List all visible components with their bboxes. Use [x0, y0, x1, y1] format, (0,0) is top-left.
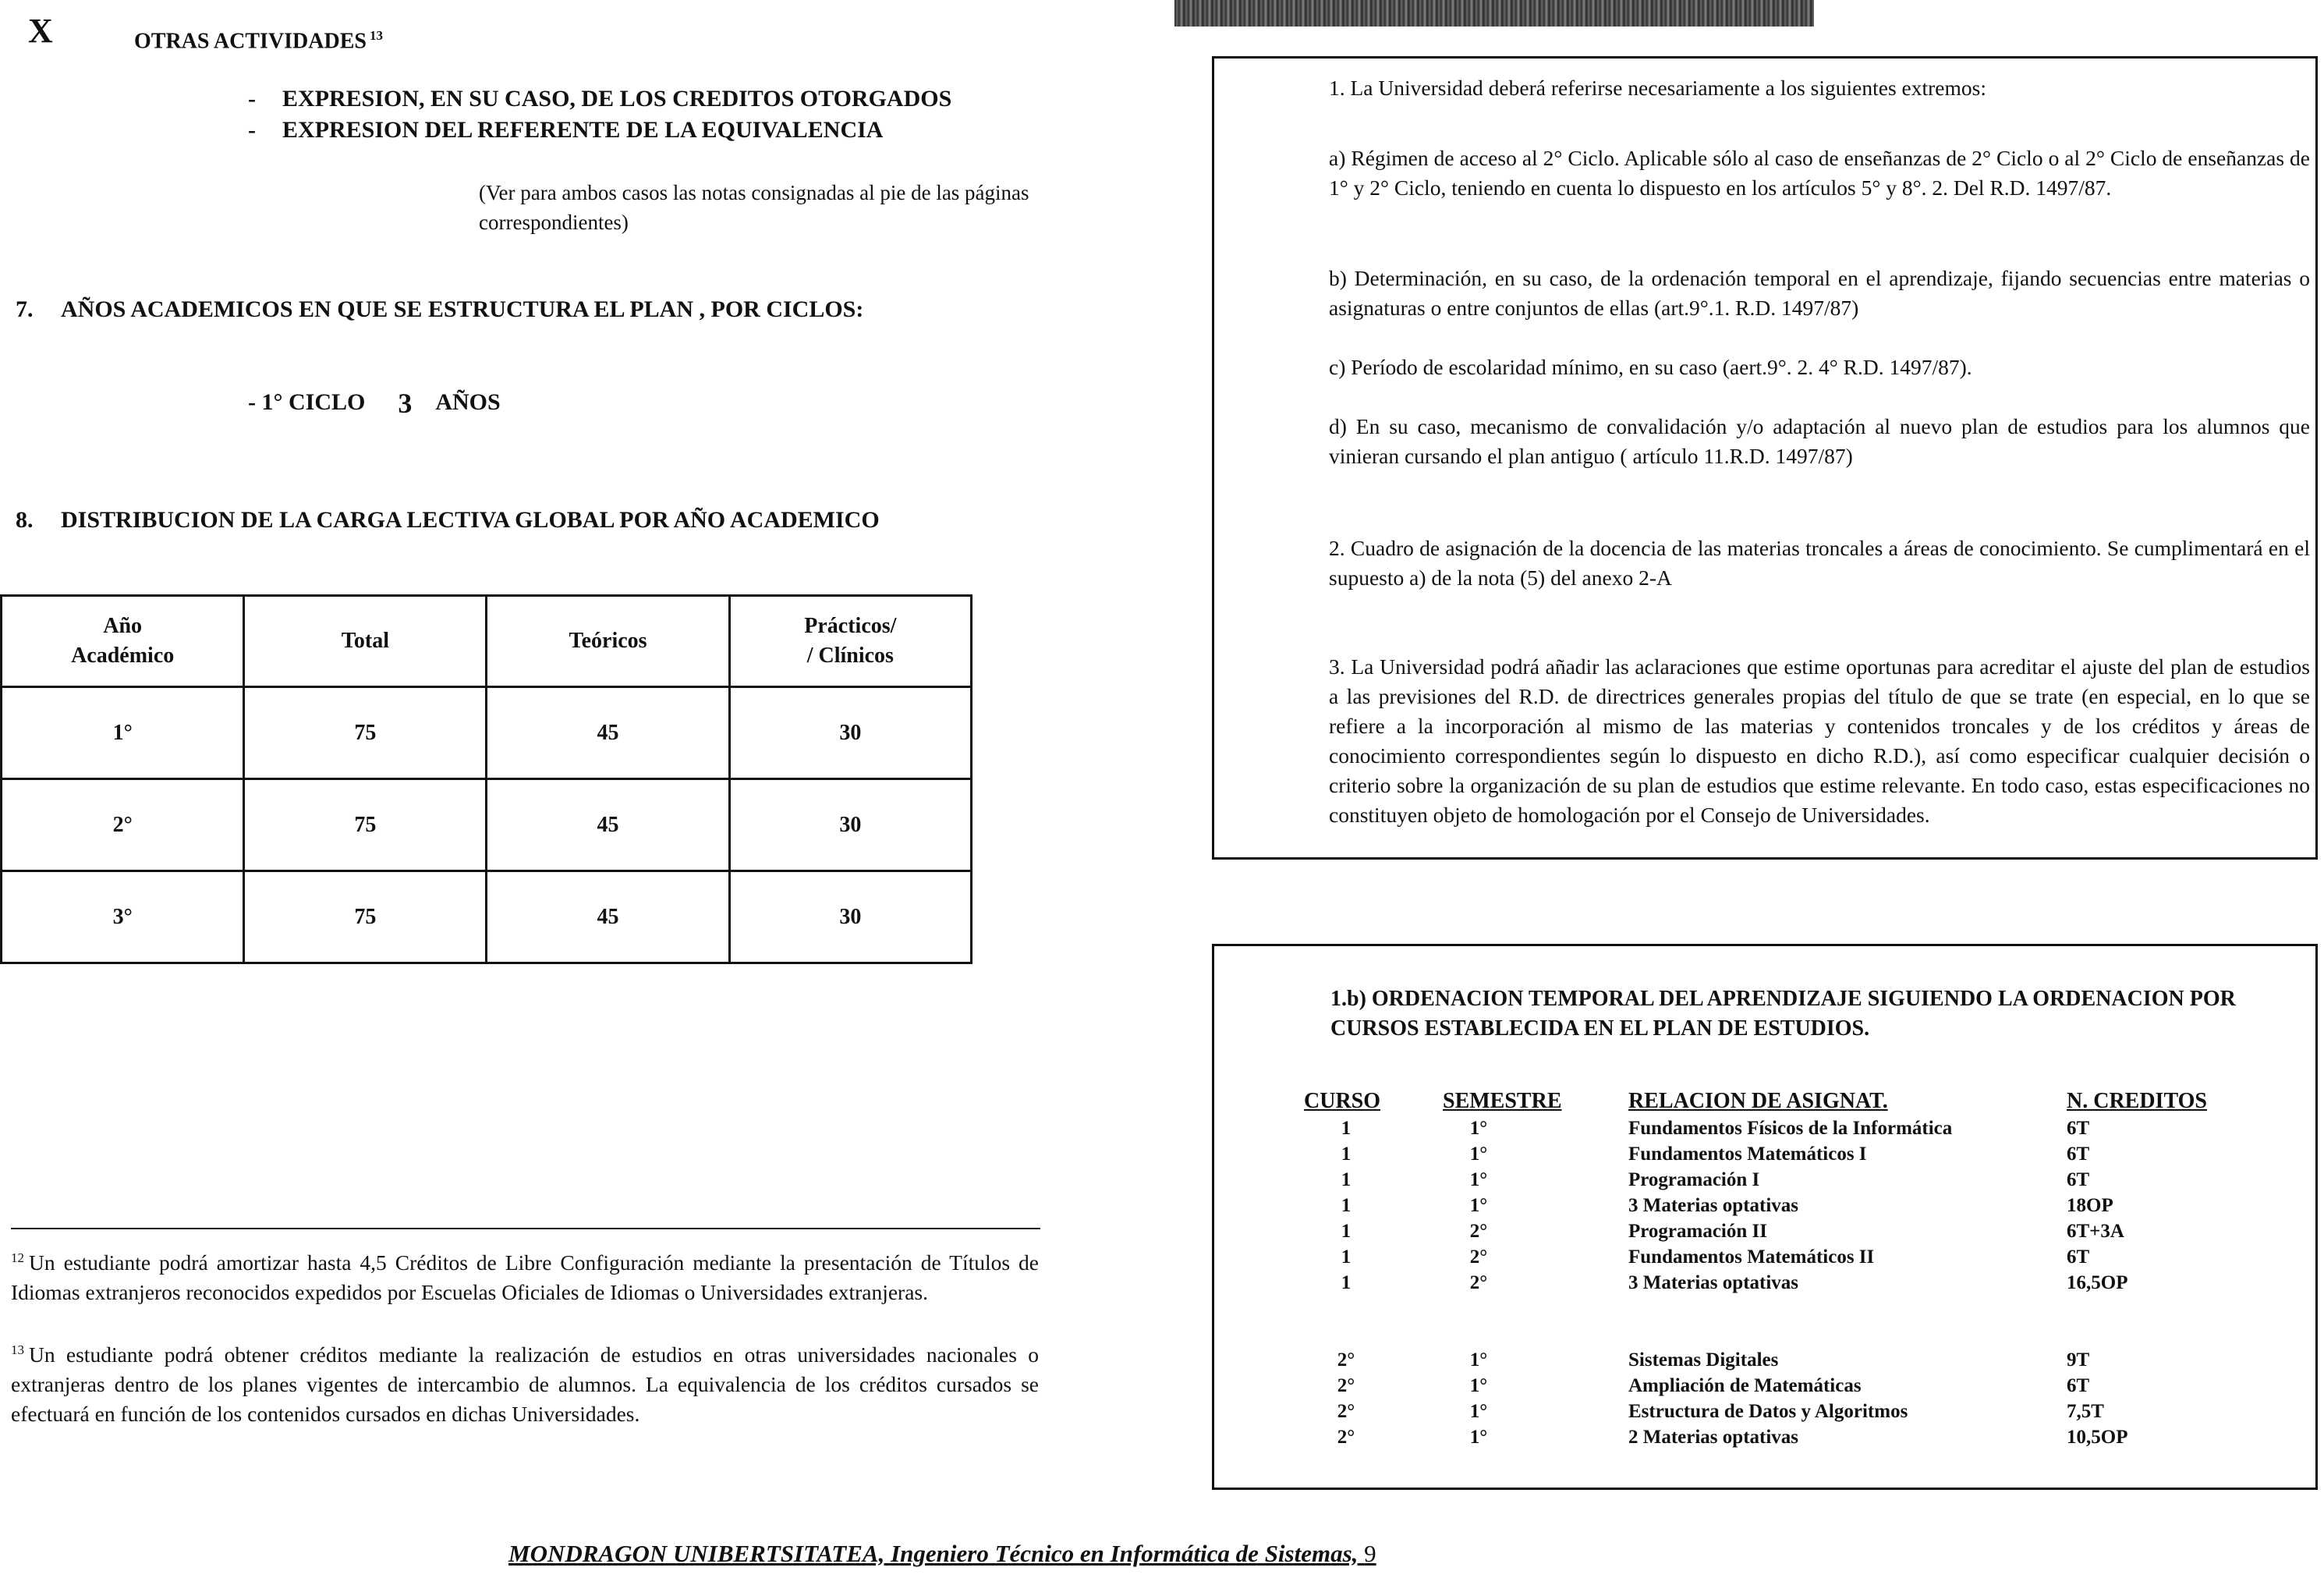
course-asignatura: 3 Materias optativas [1628, 1195, 1799, 1216]
course-semestre: 1° [1469, 1401, 1488, 1422]
footnote-12-text: Un estudiante podrá amortizar hasta 4,5 Créditos de Libre Configuración mediante la presentación de Títulos de Idiomas extranjeros reconocidos expedidos por Escuelas Oficiales de Idiomas o Universidades extranjeras. [11, 1250, 1039, 1305]
table-row [2, 687, 972, 779]
cell-ano: 1° [2, 687, 244, 779]
section-8-heading [16, 507, 880, 534]
section-8-title: DISTRIBUCION DE LA CARGA LECTIVA GLOBAL POR AÑO ACADEMICO [61, 507, 880, 533]
col-header-relacion: RELACION DE ASIGNAT. [1628, 1089, 1888, 1113]
cell-ano: 3° [2, 871, 244, 963]
instruction-paragraph-d: d) En su caso, mecanismo de convalidación y/o adaptación al nuevo plan de estudios para los alumnos que vinieran cursando el plan antiguo ( artículo 11.R.D. 1497/87) [1329, 414, 2310, 468]
footnote-12 [11, 1243, 1039, 1307]
cell-total: 75 [244, 687, 487, 779]
instruction-paragraph-3: 3. La Universidad podrá añadir las aclaraciones que estime oportunas para acreditar el ajuste del plan de estudios a las previsiones del R.D. de directrices generales propias del título de que se trate (en especial, en lo que se refiere a la incorporación al mismo de las materias y contenidos troncales y de los créditos y áreas de conocimiento correspondientes según lo dispuesto en dicho R.D.), así como especificar cualquier decisión o criterio sobre la organización de su plan de estudios que estime relevante. En todo caso, estas especificaciones no constituyen objeto de homologación por el Consejo de Universidades. [1329, 654, 2310, 827]
course-asignatura: 2 Materias optativas [1628, 1427, 1799, 1448]
course-asignatura: Ampliación de Matemáticas [1628, 1375, 1862, 1396]
course-curso: 1 [1341, 1221, 1352, 1242]
dash-item-referente: - EXPRESION DEL REFERENTE DE LA EQUIVALENCIA [248, 117, 884, 143]
course-semestre: 1° [1469, 1427, 1488, 1448]
table-header-row [2, 596, 972, 687]
ordenacion-title: 1.b) ORDENACION TEMPORAL DEL APRENDIZAJE SIGUIENDO LA ORDENACION POR CURSOS ESTABLECIDA EN EL PLAN DE ESTUDIOS. [1330, 987, 2236, 1041]
dash-item-text: EXPRESION, EN SU CASO, DE LOS CREDITOS OTORGADOS [282, 86, 952, 112]
instruction-paragraph-a: a) Régimen de acceso al 2° Ciclo. Aplicable sólo al caso de enseñanzas de 2° Ciclo o al 2° Ciclo de enseñanzas de 1° y 2° Ciclo, teniendo en cuenta lo dispuesto en los artículos 5° y 8°. 2. Del R.D. 1497/87. [1329, 146, 2310, 200]
header-practicos-clinicos: Prácticos/ / Clínicos [729, 596, 971, 687]
course-asignatura: Fundamentos Matemáticos I [1628, 1144, 1867, 1165]
footnote-ref-13: 13 [369, 28, 383, 43]
cell-practicos: 30 [729, 687, 971, 779]
course-asignatura: Estructura de Datos y Algoritmos [1628, 1401, 1908, 1422]
course-curso: 1 [1341, 1169, 1352, 1190]
otras-actividades-title: OTRAS ACTIVIDADES [134, 29, 367, 54]
cell-practicos: 30 [729, 871, 971, 963]
course-curso: 1 [1341, 1195, 1352, 1216]
ciclo-label: - 1° CICLO [248, 389, 366, 415]
col-header-semestre: SEMESTRE [1443, 1089, 1562, 1113]
header-teoricos: Teóricos [487, 596, 729, 687]
course-creditos: 6T [2067, 1375, 2090, 1396]
course-creditos: 6T [2067, 1144, 2090, 1165]
course-asignatura: Sistemas Digitales [1628, 1349, 1779, 1371]
page-footer [508, 1540, 1376, 1568]
course-curso: 2° [1337, 1401, 1355, 1422]
course-semestre: 1° [1469, 1118, 1488, 1139]
course-semestre: 2° [1469, 1272, 1488, 1293]
section-7-title: AÑOS ACADEMICOS EN QUE SE ESTRUCTURA EL PLAN , POR CICLOS: [61, 296, 864, 322]
course-curso: 1 [1341, 1144, 1352, 1165]
page-number: 9 [1364, 1540, 1376, 1567]
section-7-number: 7. [16, 296, 34, 322]
course-curso: 1 [1341, 1272, 1352, 1293]
dash-item-creditos: - EXPRESION, EN SU CASO, DE LOS CREDITOS OTORGADOS [248, 86, 952, 112]
scan-stamp-bar [1174, 0, 1814, 27]
section-marker-x: X [28, 12, 53, 50]
table-row [2, 779, 972, 871]
ver-note: (Ver para ambos casos las notas consignadas al pie de las páginas correspondientes) [479, 181, 1029, 234]
course-curso: 2° [1337, 1349, 1355, 1371]
footnote-13 [11, 1335, 1039, 1429]
ciclo-line [248, 384, 501, 417]
course-creditos: 10,5OP [2067, 1427, 2128, 1448]
cell-practicos: 30 [729, 779, 971, 871]
cell-teoricos: 45 [487, 687, 729, 779]
course-asignatura: Programación I [1628, 1169, 1760, 1190]
course-creditos: 9T [2067, 1349, 2090, 1371]
instruction-paragraph-c: c) Período de escolaridad mínimo, en su caso (aert.9°. 2. 4° R.D. 1497/87). [1329, 355, 1972, 379]
course-semestre: 2° [1469, 1246, 1488, 1268]
footnote-13-text: Un estudiante podrá obtener créditos mediante la realización de estudios en otras universidades nacionales o extranjeras dentro de los planes vigentes de intercambio de alumnos. La equivalencia de los créditos cursados se efectuará en función de los contenidos cursados en dichas Universidades. [11, 1342, 1039, 1427]
course-creditos: 7,5T [2067, 1401, 2104, 1422]
course-semestre: 1° [1469, 1169, 1488, 1190]
cell-ano: 2° [2, 779, 244, 871]
course-creditos: 6T [2067, 1118, 2090, 1139]
course-creditos: 18OP [2067, 1195, 2113, 1216]
ciclo-years-value: 3 [398, 388, 413, 419]
otras-actividades-heading [134, 28, 383, 54]
course-curso: 2° [1337, 1427, 1355, 1448]
footnote-divider [11, 1228, 1040, 1229]
course-curso: 2° [1337, 1375, 1355, 1396]
course-semestre: 2° [1469, 1221, 1488, 1242]
cell-teoricos: 45 [487, 871, 729, 963]
course-creditos: 6T [2067, 1246, 2090, 1268]
course-semestre: 1° [1469, 1144, 1488, 1165]
course-semestre: 1° [1469, 1375, 1488, 1396]
header-ano-academico: Año Académico [2, 596, 244, 687]
cell-total: 75 [244, 779, 487, 871]
header-total: Total [244, 596, 487, 687]
course-asignatura: Programación II [1628, 1221, 1767, 1242]
instruction-paragraph-2: 2. Cuadro de asignación de la docencia de las materias troncales a áreas de conocimiento. Se cumplimentará en el supuesto a) de la nota (5) del anexo 2-A [1329, 536, 2310, 590]
course-semestre: 1° [1469, 1195, 1488, 1216]
dash-item-text: EXPRESION DEL REFERENTE DE LA EQUIVALENCIA [282, 117, 884, 143]
course-asignatura: Fundamentos Matemáticos II [1628, 1246, 1875, 1268]
col-header-creditos: N. CREDITOS [2067, 1089, 2207, 1113]
course-creditos: 6T [2067, 1169, 2090, 1190]
footer-text: MONDRAGON UNIBERTSITATEA, Ingeniero Técnico en Informática de Sistemas, [508, 1540, 1359, 1567]
section-8-number: 8. [16, 507, 34, 533]
table-row [2, 871, 972, 963]
instruction-paragraph-1: 1. La Universidad deberá referirse necesariamente a los siguientes extremos: [1329, 76, 1986, 100]
course-asignatura: Fundamentos Físicos de la Informática [1628, 1118, 1953, 1139]
instruction-paragraph-b: b) Determinación, en su caso, de la ordenación temporal en el aprendizaje, fijando secuencias entre materias o asignaturas o entre conjuntos de ellas (art.9°.1. R.D. 1497/87) [1329, 266, 2310, 320]
cell-teoricos: 45 [487, 779, 729, 871]
col-header-curso: CURSO [1304, 1089, 1381, 1113]
course-creditos: 16,5OP [2067, 1272, 2128, 1293]
course-curso: 1 [1341, 1246, 1352, 1268]
cell-total: 75 [244, 871, 487, 963]
footnote-12-marker: 12 [11, 1250, 24, 1265]
course-creditos: 6T+3A [2067, 1221, 2124, 1242]
course-semestre: 1° [1469, 1349, 1488, 1371]
footnote-13-marker: 13 [11, 1342, 24, 1357]
course-curso: 1 [1341, 1118, 1352, 1139]
section-7-heading [16, 296, 863, 323]
course-asignatura: 3 Materias optativas [1628, 1272, 1799, 1293]
ciclo-unit: AÑOS [435, 389, 501, 415]
carga-lectiva-table [0, 594, 972, 964]
